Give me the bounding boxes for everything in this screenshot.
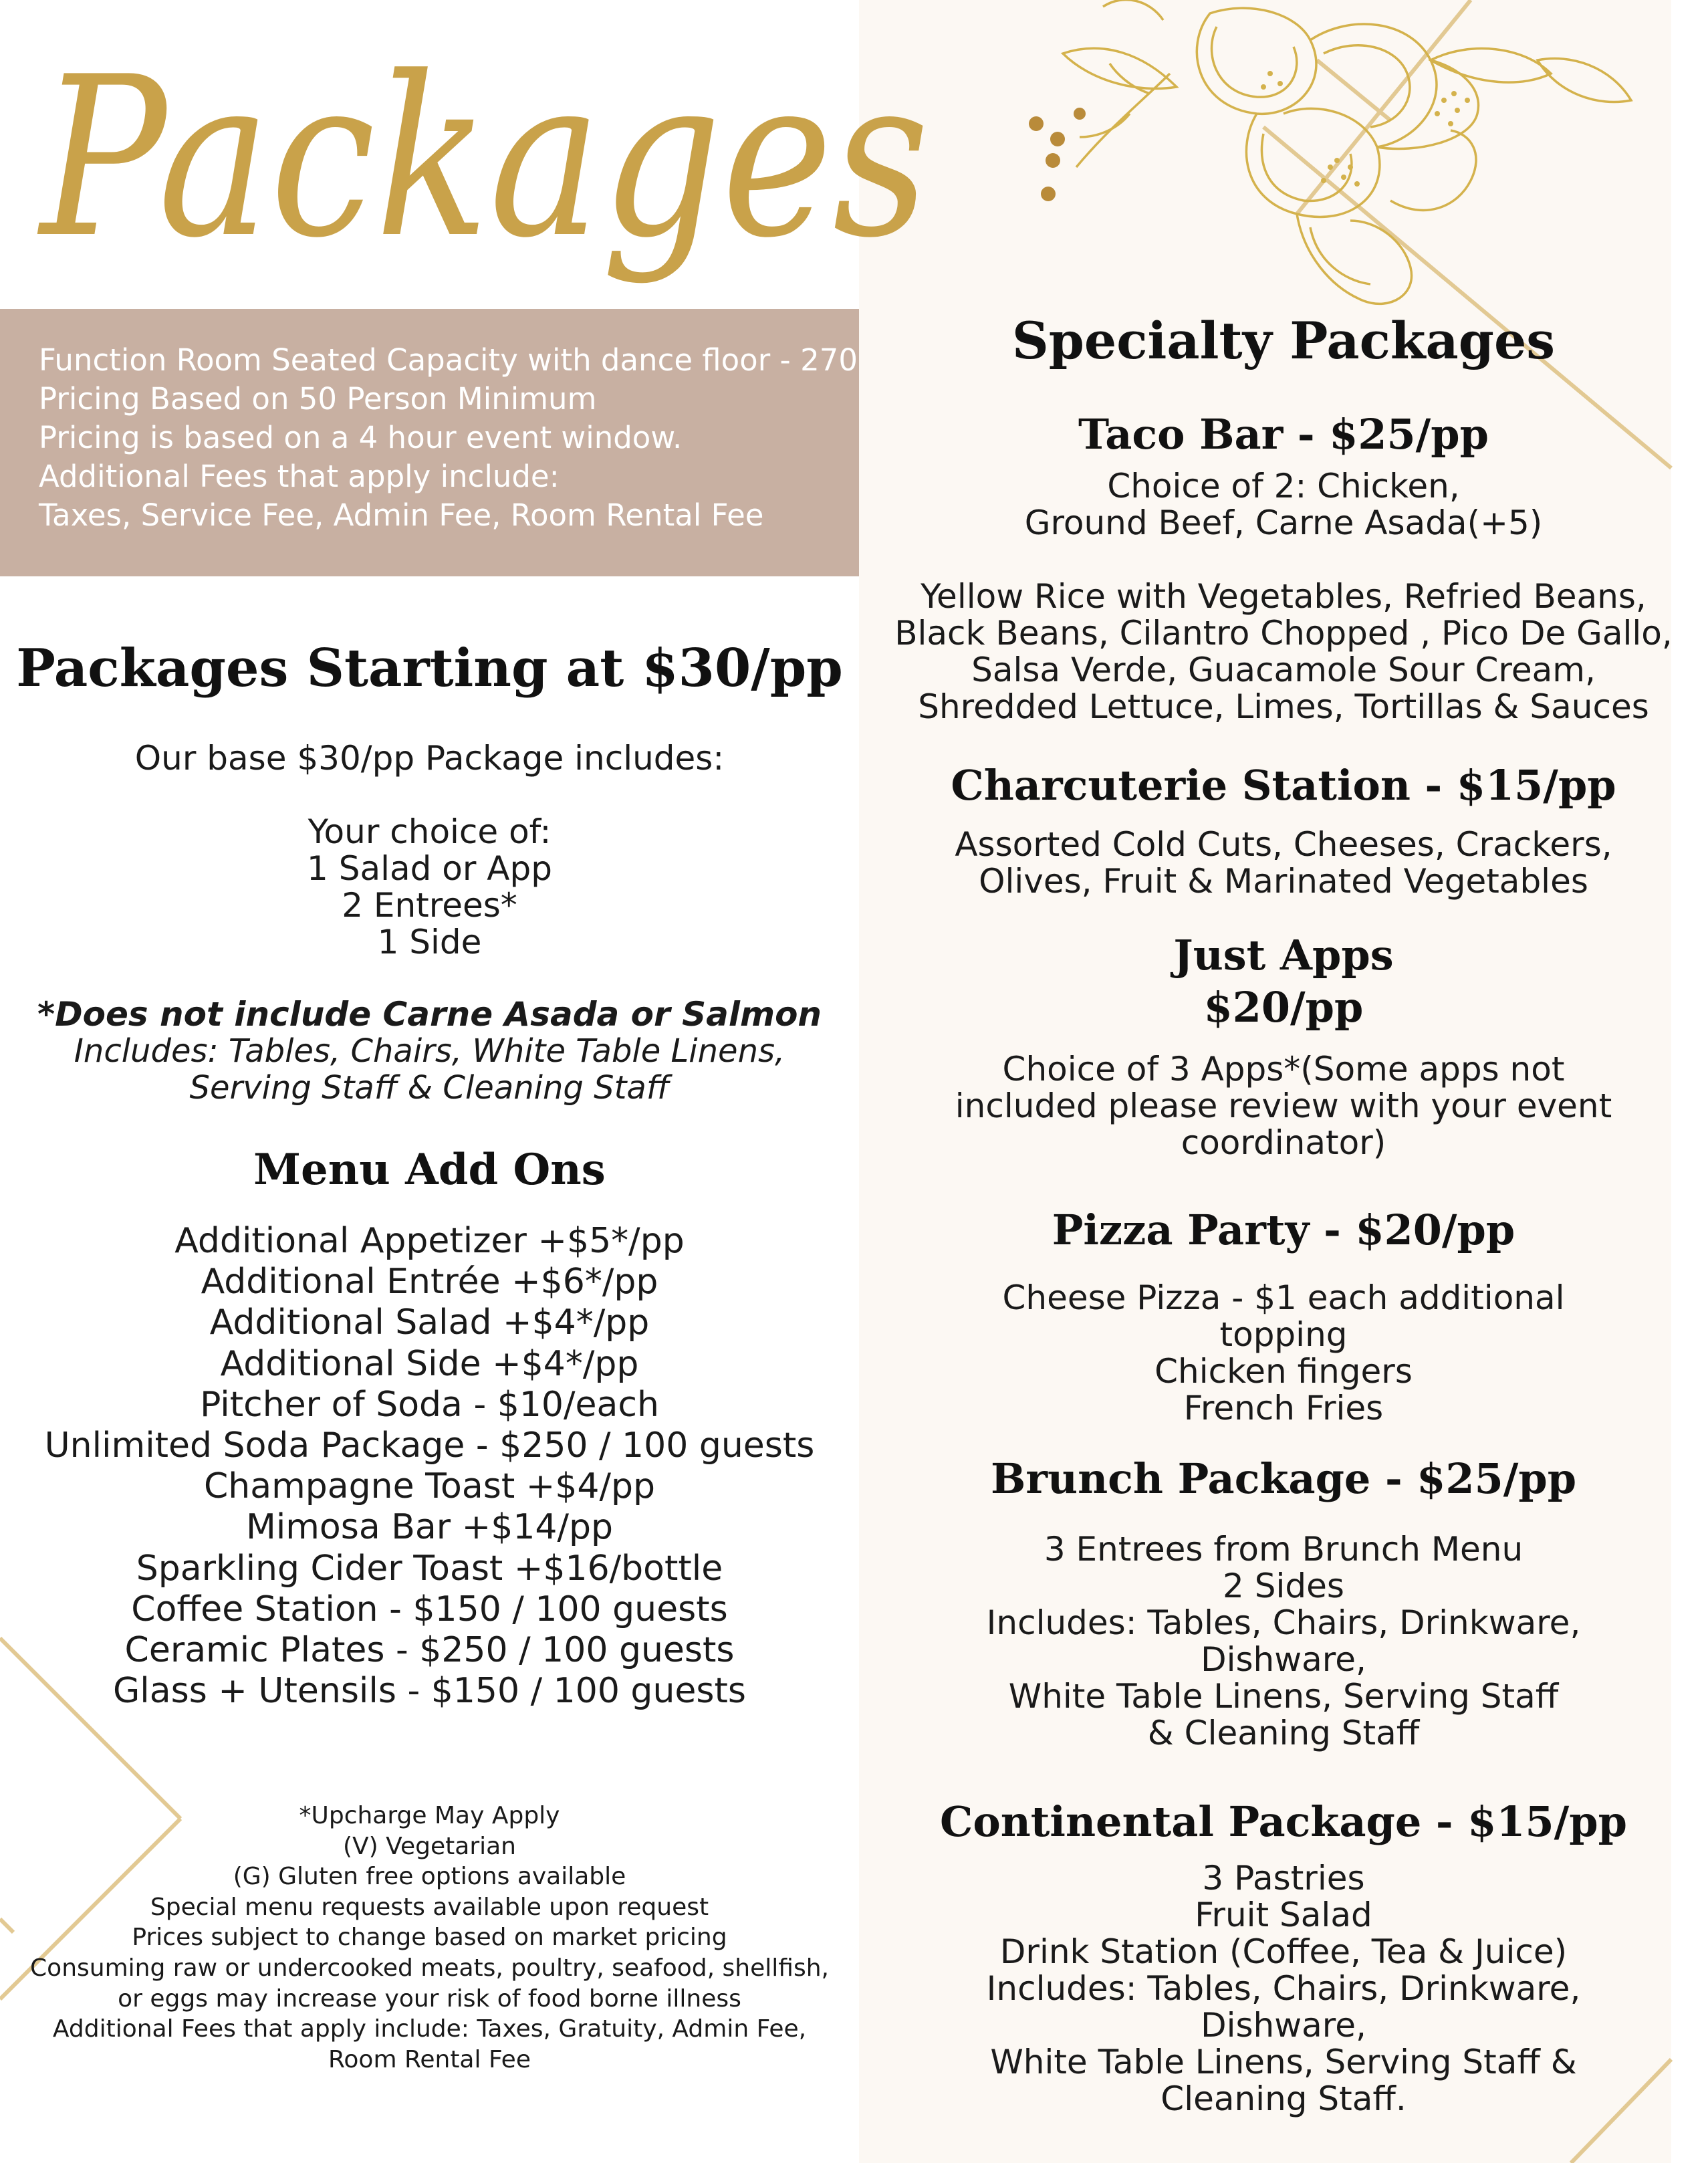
add-on-item: Additional Side +$4*/pp bbox=[220, 1343, 639, 1384]
brunch-package-title: Brunch Package - $25/pp bbox=[990, 1454, 1577, 1503]
apps-line: included please review with your event bbox=[955, 1087, 1612, 1125]
footnote-line: (G) Gluten free options available bbox=[233, 1863, 626, 1891]
info-line: Taxes, Service Fee, Admin Fee, Room Rental Fee bbox=[39, 497, 764, 533]
pizza-line: French Fries bbox=[1183, 1389, 1384, 1428]
taco-line: Ground Beef, Carne Asada(+5) bbox=[1024, 503, 1543, 542]
base-package-intro: Our base $30/pp Package includes: bbox=[134, 739, 725, 778]
footnote-line: Consuming raw or undercooked meats, poultry, seafood, shellfish, bbox=[30, 1954, 829, 1982]
apps-line: coordinator) bbox=[1181, 1123, 1386, 1162]
charcuterie-line: Olives, Fruit & Marinated Vegetables bbox=[979, 862, 1588, 901]
continental-line: Drink Station (Coffee, Tea & Juice) bbox=[999, 1932, 1568, 1971]
taco-line: Choice of 2: Chicken, bbox=[1107, 467, 1460, 505]
continental-line: Dishware, bbox=[1201, 2006, 1366, 2045]
continental-package-items bbox=[859, 1860, 1708, 2118]
add-on-item: Sparkling Cider Toast +$16/bottle bbox=[136, 1548, 723, 1589]
includes-line: Includes: Tables, Chairs, White Table Linens, bbox=[74, 1032, 785, 1070]
info-line: Pricing is based on a 4 hour event window. bbox=[39, 420, 683, 455]
just-apps-title-line: Just Apps bbox=[1173, 931, 1394, 980]
continental-line: Fruit Salad bbox=[1195, 1896, 1372, 1934]
add-ons-list bbox=[0, 1221, 859, 1712]
footnote-line: Additional Fees that apply include: Taxes, Gratuity, Admin Fee, bbox=[52, 2015, 807, 2043]
footnote-line: Special menu requests available upon request bbox=[150, 1893, 709, 1921]
add-on-item: Ceramic Plates - $250 / 100 guests bbox=[124, 1630, 735, 1671]
brunch-line: White Table Linens, Serving Staff bbox=[1008, 1677, 1559, 1716]
berry-branch-icon bbox=[1029, 108, 1086, 201]
includes-line: Serving Staff & Cleaning Staff bbox=[189, 1069, 670, 1107]
add-on-item: Pitcher of Soda - $10/each bbox=[200, 1384, 659, 1425]
add-on-item: Coffee Station - $150 / 100 guests bbox=[131, 1589, 728, 1629]
brunch-line: Includes: Tables, Chairs, Drinkware, bbox=[986, 1603, 1581, 1642]
footnote-line: Room Rental Fee bbox=[328, 2045, 531, 2073]
add-on-item: Additional Salad +$4*/pp bbox=[209, 1302, 650, 1343]
specialty-heading: Specialty Packages bbox=[1011, 311, 1556, 370]
venue-info-box bbox=[0, 309, 859, 576]
floral-illustration-icon bbox=[1016, 0, 1671, 348]
charcuterie-title: Charcuterie Station - $15/pp bbox=[951, 761, 1616, 810]
base-package-exclusion-note: *Does not include Carne Asada or Salmon bbox=[37, 995, 822, 1034]
add-on-item: Unlimited Soda Package - $250 / 100 guests bbox=[44, 1426, 815, 1466]
add-on-item: Mimosa Bar +$14/pp bbox=[245, 1507, 614, 1548]
base-package-heading: Packages Starting at $30/pp bbox=[16, 638, 843, 699]
footnote-line: *Upcharge May Apply bbox=[299, 1802, 560, 1829]
charcuterie-items bbox=[859, 826, 1708, 900]
brunch-line: Dishware, bbox=[1201, 1640, 1366, 1679]
continental-line: Cleaning Staff. bbox=[1161, 2079, 1407, 2118]
page-title: Packages bbox=[37, 29, 929, 286]
taco-line: Salsa Verde, Guacamole Sour Cream, bbox=[971, 651, 1596, 689]
footnote-line: or eggs may increase your risk of food borne illness bbox=[118, 1984, 741, 2013]
add-on-item: Additional Appetizer +$5*/pp bbox=[174, 1221, 685, 1261]
footnote-line: (V) Vegetarian bbox=[343, 1832, 516, 1860]
info-line: Function Room Seated Capacity with dance floor - 270 bbox=[39, 342, 858, 378]
add-on-item: Additional Entrée +$6*/pp bbox=[201, 1262, 658, 1302]
brunch-line: & Cleaning Staff bbox=[1147, 1714, 1420, 1752]
footnote-line: Prices subject to change based on market pricing bbox=[132, 1924, 727, 1952]
add-on-item: Glass + Utensils - $150 / 100 guests bbox=[113, 1671, 746, 1712]
pizza-line: topping bbox=[1219, 1315, 1348, 1354]
choice-item: 1 Side bbox=[377, 923, 482, 961]
just-apps-title bbox=[859, 929, 1708, 1034]
add-on-item: Champagne Toast +$4/pp bbox=[203, 1466, 656, 1507]
choice-title: Your choice of: bbox=[308, 812, 552, 851]
continental-line: 3 Pastries bbox=[1202, 1859, 1365, 1898]
continental-package-title: Continental Package - $15/pp bbox=[940, 1797, 1627, 1846]
pizza-line: Cheese Pizza - $1 each additional bbox=[1002, 1278, 1565, 1317]
just-apps-price: $20/pp bbox=[1203, 983, 1364, 1032]
base-package-choices bbox=[0, 814, 859, 961]
pizza-line: Chicken fingers bbox=[1154, 1352, 1413, 1391]
add-ons-heading: Menu Add Ons bbox=[253, 1145, 606, 1195]
charcuterie-line: Assorted Cold Cuts, Cheeses, Crackers, bbox=[955, 825, 1612, 864]
taco-line: Black Beans, Cilantro Chopped , Pico De Gallo, bbox=[894, 614, 1673, 653]
brunch-line: 2 Sides bbox=[1223, 1567, 1344, 1605]
pizza-party-items bbox=[859, 1280, 1708, 1427]
brunch-line: 3 Entrees from Brunch Menu bbox=[1044, 1530, 1523, 1569]
brunch-package-items bbox=[859, 1531, 1708, 1752]
taco-bar-toppings bbox=[859, 578, 1708, 725]
page-title-script bbox=[27, 13, 963, 321]
info-line: Pricing Based on 50 Person Minimum bbox=[39, 381, 597, 417]
choice-item: 2 Entrees* bbox=[342, 886, 517, 925]
taco-bar-choices bbox=[859, 468, 1708, 542]
choice-item: 1 Salad or App bbox=[307, 849, 552, 888]
just-apps-description bbox=[859, 1051, 1708, 1161]
footnotes bbox=[0, 1801, 859, 2075]
taco-line: Yellow Rice with Vegetables, Refried Beans, bbox=[921, 577, 1646, 616]
info-line: Additional Fees that apply include: bbox=[39, 459, 560, 494]
continental-line: White Table Linens, Serving Staff & bbox=[990, 2043, 1577, 2081]
pizza-party-title: Pizza Party - $20/pp bbox=[1052, 1206, 1515, 1254]
taco-bar-title: Taco Bar - $25/pp bbox=[1078, 410, 1489, 459]
continental-line: Includes: Tables, Chairs, Drinkware, bbox=[986, 1969, 1581, 2008]
base-package-includes bbox=[0, 1033, 859, 1107]
apps-line: Choice of 3 Apps*(Some apps not bbox=[1002, 1050, 1565, 1089]
taco-line: Shredded Lettuce, Limes, Tortillas & Sauces bbox=[918, 687, 1649, 726]
